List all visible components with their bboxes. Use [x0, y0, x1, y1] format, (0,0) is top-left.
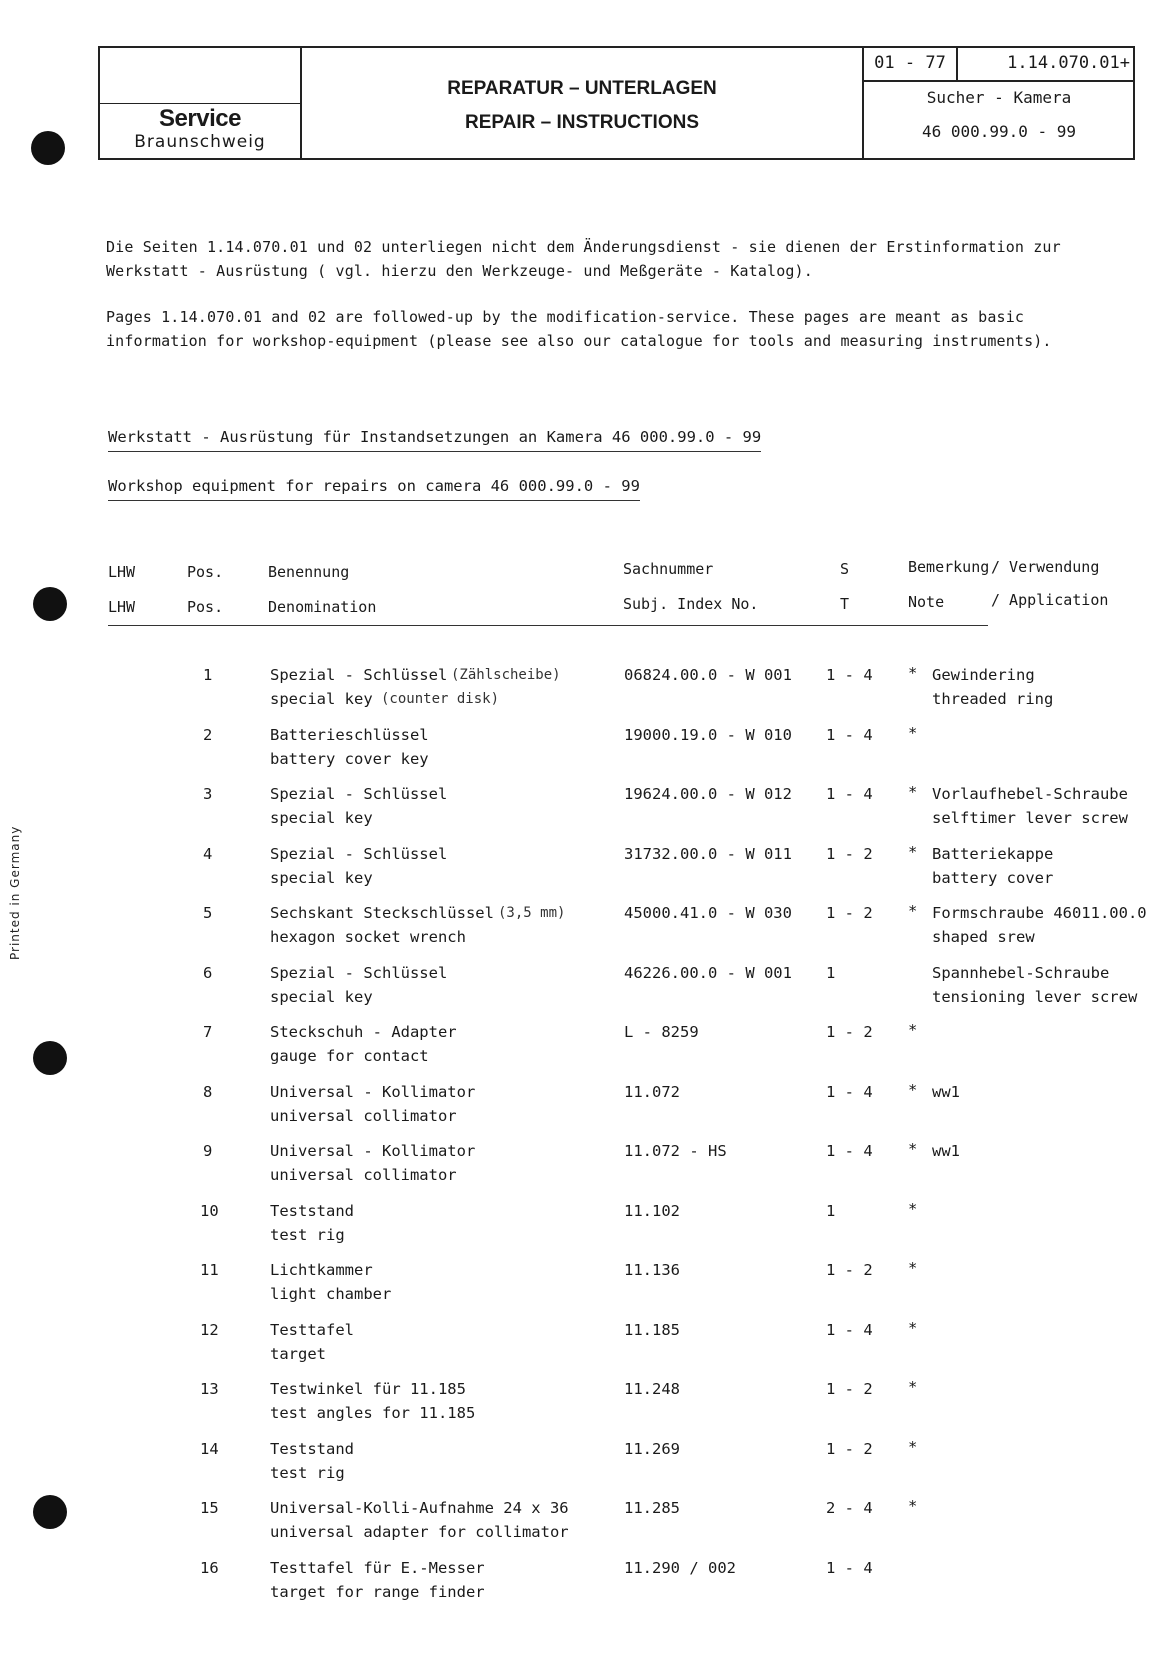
- header-box: [98, 46, 1135, 160]
- model-number: 46 000.99.0 - 99: [921, 122, 1077, 141]
- col-note-en: Note: [908, 593, 945, 611]
- section-heading-english: Workshop equipment for repairs on camera 46 000.99.0 - 99: [108, 477, 640, 501]
- col-number-en: Subj. Index No.: [623, 595, 759, 613]
- row-note-en: tensioning lever screw: [932, 987, 1138, 1006]
- title-german: REPARATUR – UNTERLAGEN: [447, 78, 717, 99]
- row-mark: *: [908, 842, 918, 861]
- row-name-en: hexagon socket wrench: [270, 928, 466, 946]
- row-name-en: test rig: [270, 1225, 345, 1244]
- row-position: 2: [203, 725, 213, 744]
- col-number: Sachnummer: [623, 560, 714, 578]
- row-name-de: Steckschuh - Adapter: [270, 1023, 457, 1041]
- row-number: 11.102: [624, 1201, 680, 1220]
- row-name-en: light chamber: [270, 1285, 392, 1303]
- row-mark: *: [908, 902, 918, 920]
- row-st: 1 - 2: [826, 1023, 873, 1041]
- col-pos: Pos.: [187, 563, 224, 581]
- row-name-de: Spezial - Schlüssel: [270, 844, 448, 863]
- section-heading-german: Werkstatt - Ausrüstung für Instandsetzungen an Kamera 46 000.99.0 - 99: [108, 428, 761, 452]
- row-position: 14: [200, 1439, 219, 1458]
- row-number: 11.072 - HS: [624, 1142, 727, 1160]
- row-name-de: Batterieschlüssel: [270, 725, 429, 744]
- title-english: REPAIR – INSTRUCTIONS: [464, 112, 699, 133]
- row-st: 1 - 4: [826, 1558, 873, 1577]
- row-name-de: Spezial - Schlüssel: [270, 785, 448, 803]
- row-name-de: Spezial - Schlüssel: [270, 666, 448, 684]
- row-name-en: universal adapter for collimator: [270, 1523, 569, 1541]
- col-application: / Verwendung: [991, 558, 1100, 576]
- punch-hole: [33, 1041, 67, 1075]
- row-st: 1 - 2: [826, 904, 873, 922]
- intro-german: Die Seiten 1.14.070.01 und 02 unterliegen nicht dem Änderungsdienst - sie dienen der Erstinformation zur Werkstatt - Ausrüstung ( vgl. hierzu den Werkzeuge- und Meßgeräte - Katalog).: [106, 238, 1061, 280]
- date-docno-row: [864, 48, 1134, 82]
- row-note-en: shaped srew: [932, 928, 1035, 946]
- row-st: 1: [826, 1201, 836, 1220]
- row-st: 1 - 2: [826, 1261, 873, 1279]
- row-position: 7: [203, 1023, 213, 1041]
- document-number: 1.14.070.01+: [1007, 53, 1130, 73]
- row-st: 1 - 4: [826, 785, 873, 803]
- row-note-de: Batteriekappe: [932, 844, 1054, 863]
- row-position: 4: [203, 844, 213, 863]
- row-position: 13: [200, 1380, 219, 1398]
- row-name-en-extra: (counter disk): [381, 691, 500, 707]
- row-position: 12: [200, 1320, 219, 1339]
- row-number: 31732.00.0 - W 011: [624, 844, 792, 863]
- row-name-en: universal collimator: [270, 1166, 457, 1184]
- row-st: 1 - 4: [826, 1082, 873, 1101]
- row-mark: *: [908, 1199, 918, 1218]
- row-name-en: battery cover key: [270, 749, 429, 768]
- row-name-de: Teststand: [270, 1439, 354, 1458]
- row-number: 19624.00.0 - W 012: [624, 785, 792, 803]
- row-note-de: Formschraube 46011.00.0: [932, 904, 1147, 922]
- row-name-de: Sechskant Steckschlüssel: [270, 904, 494, 922]
- row-mark: *: [908, 723, 918, 742]
- punch-hole: [31, 131, 65, 165]
- row-position: 16: [200, 1558, 219, 1577]
- row-mark: *: [908, 1021, 918, 1039]
- row-name-de: Lichtkammer: [270, 1261, 373, 1279]
- row-note-en: threaded ring: [932, 690, 1054, 708]
- row-number: 45000.41.0 - W 030: [624, 904, 792, 922]
- row-st: 2 - 4: [826, 1499, 873, 1517]
- row-name-en: universal collimator: [270, 1106, 457, 1125]
- col-st: S: [840, 560, 850, 578]
- row-position: 15: [200, 1499, 219, 1517]
- info-cell: [864, 48, 1134, 158]
- row-number: 11.248: [624, 1380, 680, 1398]
- row-name-de: Universal - Kollimator: [270, 1142, 476, 1160]
- punch-hole: [33, 1495, 67, 1529]
- row-st: 1 - 4: [826, 725, 873, 744]
- row-st: 1 - 4: [826, 1142, 873, 1160]
- row-name-de: Universal - Kollimator: [270, 1082, 476, 1101]
- issue-date: 01 - 77: [864, 48, 958, 80]
- row-mark: *: [908, 1318, 918, 1337]
- row-number: 11.072: [624, 1082, 680, 1101]
- row-position: 11: [200, 1261, 219, 1279]
- row-name-en: special key: [270, 868, 373, 887]
- row-name-en: special key: [270, 987, 373, 1006]
- row-st: 1 - 2: [826, 1380, 873, 1398]
- row-note-de: ww1: [932, 1082, 960, 1101]
- row-name-de: Teststand: [270, 1201, 354, 1220]
- row-st: 1 - 4: [826, 1320, 873, 1339]
- row-mark: *: [908, 1080, 918, 1099]
- row-name-en: test angles for 11.185: [270, 1404, 476, 1422]
- header-rule: [108, 625, 988, 626]
- row-mark: *: [908, 1378, 918, 1396]
- row-position: 6: [203, 963, 213, 982]
- col-lhw: LHW: [108, 563, 136, 581]
- divider: [100, 103, 300, 104]
- row-name-en: special key: [270, 690, 373, 708]
- row-number: 11.285: [624, 1499, 680, 1517]
- row-position: 8: [203, 1082, 213, 1101]
- row-number: 46226.00.0 - W 001: [624, 963, 792, 982]
- row-st: 1: [826, 963, 836, 982]
- row-number: 19000.19.0 - W 010: [624, 725, 792, 744]
- row-number: 06824.00.0 - W 001: [624, 666, 792, 684]
- intro-english: Pages 1.14.070.01 and 02 are followed-up by the modification-service. These pages are meant as basic information for workshop-equipment (please see also our catalogue for tools and measuring instruments).: [106, 308, 1052, 350]
- row-name-de-extra: (3,5 mm): [498, 905, 566, 921]
- printed-in-label: Printed in Germany: [8, 825, 22, 960]
- row-position: 5: [203, 904, 213, 922]
- row-mark: *: [908, 1259, 918, 1277]
- row-note-en: battery cover: [932, 868, 1054, 887]
- row-mark: *: [908, 1497, 918, 1515]
- row-number: 11.269: [624, 1439, 680, 1458]
- row-position: 3: [203, 785, 213, 803]
- row-name-de: Testtafel: [270, 1320, 354, 1339]
- product-name: Sucher - Kamera: [926, 88, 1072, 107]
- row-number: 11.136: [624, 1261, 680, 1279]
- brand-cell: [100, 48, 302, 158]
- row-number: 11.290 / 002: [624, 1558, 736, 1577]
- row-note-de: Gewindering: [932, 666, 1035, 684]
- brand-city: Braunschweig: [134, 132, 266, 152]
- row-mark: *: [908, 1140, 918, 1158]
- row-name-en: target for range finder: [270, 1582, 485, 1601]
- col-name: Benennung: [268, 563, 350, 581]
- row-name-de: Spezial - Schlüssel: [270, 963, 448, 982]
- row-name-de: Universal-Kolli-Aufnahme 24 x 36: [270, 1499, 569, 1517]
- row-note-de: Spannhebel-Schraube: [932, 963, 1110, 982]
- title-cell: [302, 48, 864, 158]
- row-position: 9: [203, 1142, 213, 1160]
- row-mark: *: [908, 664, 918, 682]
- row-name-en: test rig: [270, 1463, 345, 1482]
- col-pos-en: Pos.: [187, 598, 224, 616]
- row-name-de-extra: (Zählscheibe): [451, 667, 561, 683]
- col-application-en: / Application: [991, 591, 1109, 609]
- row-note-de: Vorlaufhebel-Schraube: [932, 785, 1128, 803]
- row-note-en: selftimer lever screw: [932, 809, 1128, 827]
- row-position: 10: [200, 1201, 219, 1220]
- row-name-de: Testtafel für E.-Messer: [270, 1558, 485, 1577]
- row-name-en: gauge for contact: [270, 1047, 429, 1065]
- row-mark: *: [908, 1437, 918, 1456]
- col-note: Bemerkung: [908, 558, 990, 576]
- row-position: 1: [203, 666, 213, 684]
- col-name-en: Denomination: [268, 598, 377, 616]
- row-note-de: ww1: [932, 1142, 960, 1160]
- row-st: 1 - 2: [826, 844, 873, 863]
- col-lhw-en: LHW: [108, 598, 136, 616]
- row-st: 1 - 2: [826, 1439, 873, 1458]
- col-st-en: T: [840, 595, 850, 613]
- brand-logo: Service: [159, 105, 241, 132]
- row-name-en: target: [270, 1344, 326, 1363]
- row-mark: *: [908, 783, 918, 801]
- punch-hole: [33, 587, 67, 621]
- row-name-en: special key: [270, 809, 373, 827]
- row-number: 11.185: [624, 1320, 680, 1339]
- row-st: 1 - 4: [826, 666, 873, 684]
- row-name-de: Testwinkel für 11.185: [270, 1380, 466, 1398]
- row-number: L - 8259: [624, 1023, 699, 1041]
